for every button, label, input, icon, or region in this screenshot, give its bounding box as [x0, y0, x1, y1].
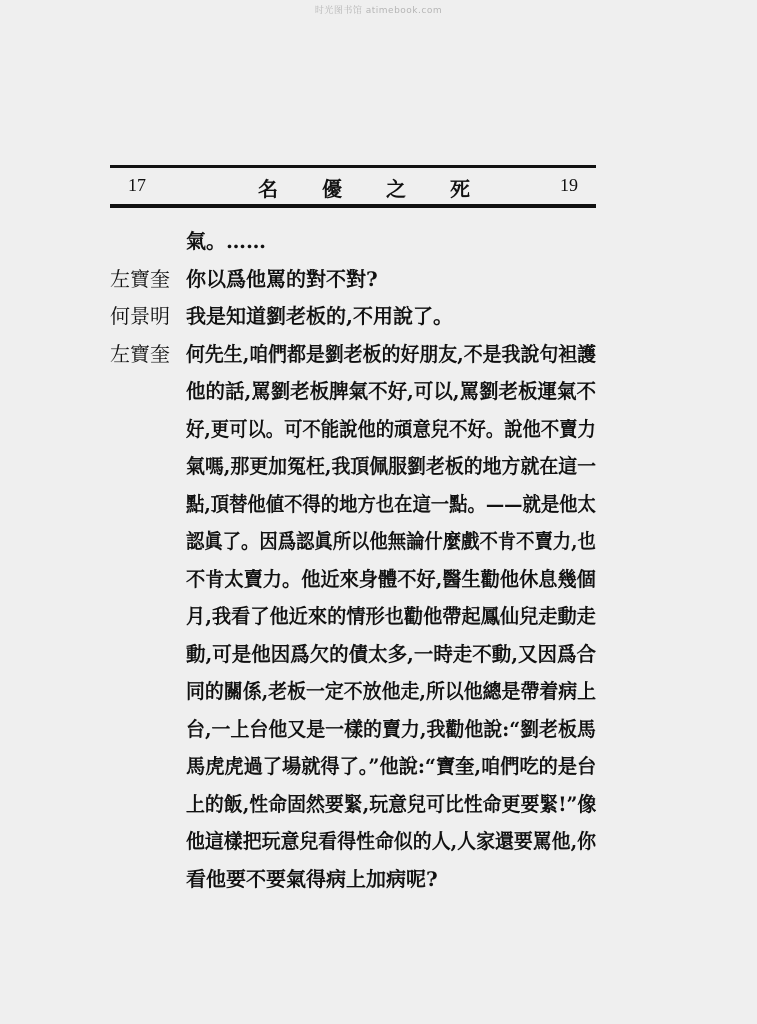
text-line: 不肯太賣力。他近來身體不好,醫生勸他休息幾個: [186, 567, 596, 591]
page-title: 名優之死: [258, 177, 514, 201]
text-line: 看他要不要氣得病上加病呢?: [186, 867, 438, 891]
text-line: 上的飯,性命固然要緊,玩意兒可比性命更要緊!”像: [186, 792, 597, 816]
watermark: 时光图书馆 atimebook.com: [314, 6, 443, 16]
text-line: 他的話,罵劉老板脾氣不好,可以,罵劉老板運氣不: [186, 379, 596, 403]
text-line: 馬虎虎過了場就得了。”他說:“寶奎,咱們吃的是台: [186, 754, 597, 778]
text-line: 點,頂替他値不得的地方也在這一點。——就是他太: [186, 492, 596, 516]
text-line: 你以爲他罵的對不對?: [186, 267, 378, 291]
page-number-left: 17: [128, 175, 146, 195]
text-line: 何先生,咱們都是劉老板的好朋友,不是我說句袒護: [186, 342, 597, 366]
text-line: 氣。……: [186, 229, 266, 253]
text-line: 認眞了。因爲認眞所以他無論什麼戲不肯不賣力,也: [186, 529, 596, 553]
speaker-name: 左寶奎: [110, 342, 170, 366]
text-line: 氣嗎,那更加冤枉,我頂佩服劉老板的地方就在這一: [186, 454, 597, 478]
speaker-name: 左寶奎: [110, 267, 170, 291]
text-line: 台,一上台他又是一樣的賣力,我勸他說:“劉老板馬: [186, 717, 596, 741]
text-line: 好,更可以。可不能說他的頑意兒不好。說他不賣力: [186, 417, 596, 441]
text-line: 他這樣把玩意兒看得性命似的人,人家還要罵他,你: [186, 829, 597, 853]
text-line: 我是知道劉老板的,不用說了。: [186, 304, 453, 328]
text-line: 動,可是他因爲欠的債太多,一時走不動,又因爲合: [186, 642, 596, 666]
header-bottom-rule: [110, 204, 596, 208]
speaker-name: 何景明: [110, 304, 170, 328]
text-line: 月,我看了他近來的情形也勸他帶起鳳仙兒走動走: [186, 604, 596, 628]
running-header: [110, 171, 596, 201]
page-number-right: 19: [560, 175, 578, 195]
text-line: 同的關係,老板一定不放他走,所以他總是帶着病上: [186, 679, 597, 703]
header-top-rule: [110, 165, 596, 168]
